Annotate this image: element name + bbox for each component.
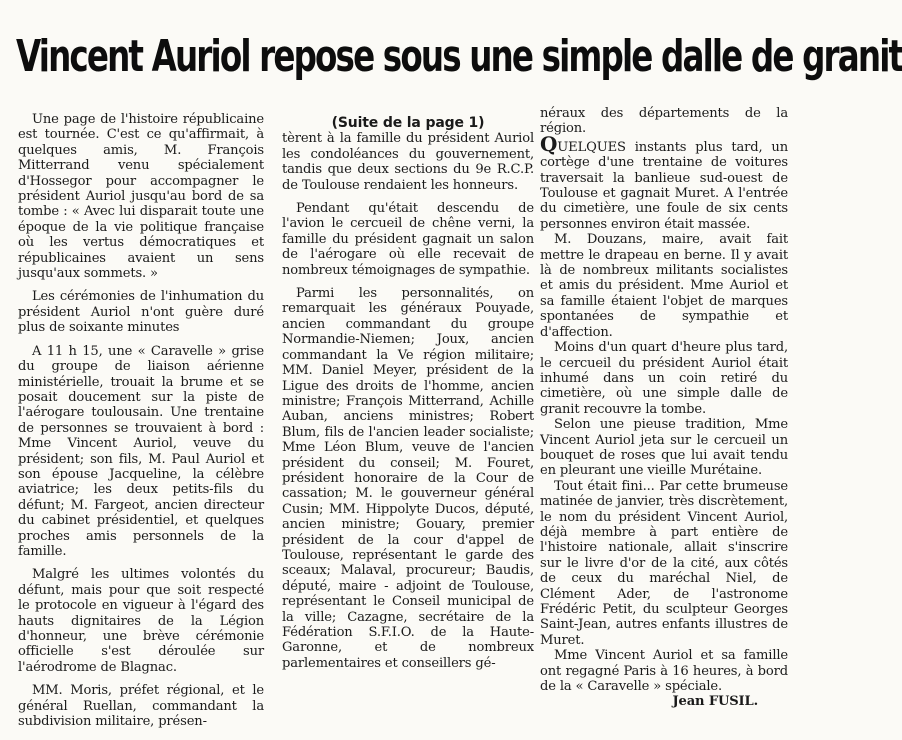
article-headline: Vincent Auriol repose sous une simple dalle de granit [16,31,902,82]
paragraph-cortege-text: UELQUES instants plus tard, un cortège d'une trentaine de voitures traversait la banlieue sud-ouest de Toulouse et gagnait Muret. A l'entrée du cimetière, une foule de six cents personnes environ était massée. [540,139,788,232]
paragraph-tradition: Selon une pieuse tradition, Mme Vincent Auriol jeta sur le cercueil un bouquet de roses que lui avait tendu en pleurant une vieille Murétaine. [540,417,788,479]
paragraph-mayor: M. Douzans, maire, avait fait mettre le drapeau en berne. Il y avait là de nombreux militants socialistes et amis du président. Mme Auriol et sa famille étaient l'objet de marques spontanées de sympathie et d'affection. [540,232,788,340]
paragraph-caravelle-arrival: A 11 h 15, une « Caravelle » grise du groupe de liaison aérienne ministérielle, trouait la brume et se posait doucement sur la piste de l'aérogare toulousain. Une trentaine de personnes se trouvaient à bord : Mme Vincent Auriol, veuve du président; son fils, M. Paul Auriol et son épouse Jacqueline, la célèbre aviatrice; les deux petits-fils du défunt; M. Fargeot, ancien directeur du cabinet présidentiel, et quelques proches amis personnels de la famille. [18,343,264,559]
paragraph-finale: Tout était fini... Par cette brumeuse matinée de janvier, très discrètement, le nom du président Vincent Auriol, déjà membre à part entière de l'histoire nationale, allait s'inscrire sur le livre d'or de la cité, aux côtés de ceux du maréchal Niel, de Clément Ader, de l'astronome Frédéric Petit, du sculpteur Georges Saint-Jean, autres enfants illustres de Muret. [540,478,788,648]
author-signature: Jean FUSIL. [672,694,758,710]
paragraph-condolences: tèrent à la famille du président Auriol les condoléances du gouvernement, tandis que deux sections du 9e R.C.P. de Toulouse rendaient les honneurs. [282,131,534,193]
column-3 [540,106,788,710]
paragraph-ceremonies: Les cérémonies de l'inhumation du président Auriol n'ont guère duré plus de soixante minutes [18,289,264,336]
paragraph-coffin: Pendant qu'était descendu de l'avion le cercueil de chêne verni, la famille du président gagnait un salon de l'aérogare où elle recevait de nombreux témoignages de sympathie. [282,201,534,278]
paragraph-generaux: néraux des départements de la région. [540,106,788,137]
continuation-subtitle: (Suite de la page 1) [331,115,485,131]
paragraph-return: Mme Vincent Auriol et sa famille ont regagné Paris à 16 heures, à bord de la « Caravelle » spéciale. [540,648,788,695]
column-2 [282,116,534,671]
paragraph-officials: MM. Moris, préfet régional, et le général Ruellan, commandant la subdivision militaire, présen- [18,683,264,730]
paragraph-protocol: Malgré les ultimes volontés du défunt, mais pour que soit respecté le protocole en vigueur à l'égard des hauts dignitaires de la Légion d'honneur, une brève cérémonie officielle s'est déroulée sur l'aérodrome de Blagnac. [18,567,264,675]
paragraph-personalities: Parmi les personnalités, on remarquait les généraux Pouyade, ancien commandant du groupe Normandie-Niemen; Joux, ancien commandant la Ve région militaire; MM. Daniel Meyer, président de la Ligue des droits de l'homme, ancien ministre; François Mitterrand, Achille Auban, anciens ministres; Robert Blum, fils de l'ancien leader socialiste; Mme Léon Blum, veuve de l'ancien président du conseil; M. Fouret, président honoraire de la Cour de cassation; M. le gouverneur général Cusin; MM. Hippolyte Ducos, député, ancien ministre; Gouary, premier président de la cour d'appel de Toulouse, représentant le garde des sceaux; Malaval, procureur; Baudis, député, maire - adjoint de Toulouse, représentant le Conseil municipal de la ville; Cazagne, secrétaire de la Fédération S.F.I.O. de la Haute-Garonne, et de nombreux parlementaires et conseillers gé- [282,286,534,671]
column-1 [18,112,264,729]
paragraph-intro: Une page de l'histoire républicaine est tournée. C'est ce qu'affirmait, à quelques amis, M. François Mitterrand venu spécialement d'Hossegor pour accompagner le président Auriol jusqu'au bord de sa tombe : « Avec lui disparait toute une époque de la vie politique française où les vertus démocratiques et républicaines avaient un sens jusqu'aux sommets. » [18,112,264,282]
paragraph-burial: Moins d'un quart d'heure plus tard, le cercueil du président Auriol était inhumé dans un coin retiré du cimetière, où une simple dalle de granit recouvre la tombe. [540,340,788,417]
drop-cap: Q [540,131,558,156]
paragraph-cortege [540,131,788,232]
